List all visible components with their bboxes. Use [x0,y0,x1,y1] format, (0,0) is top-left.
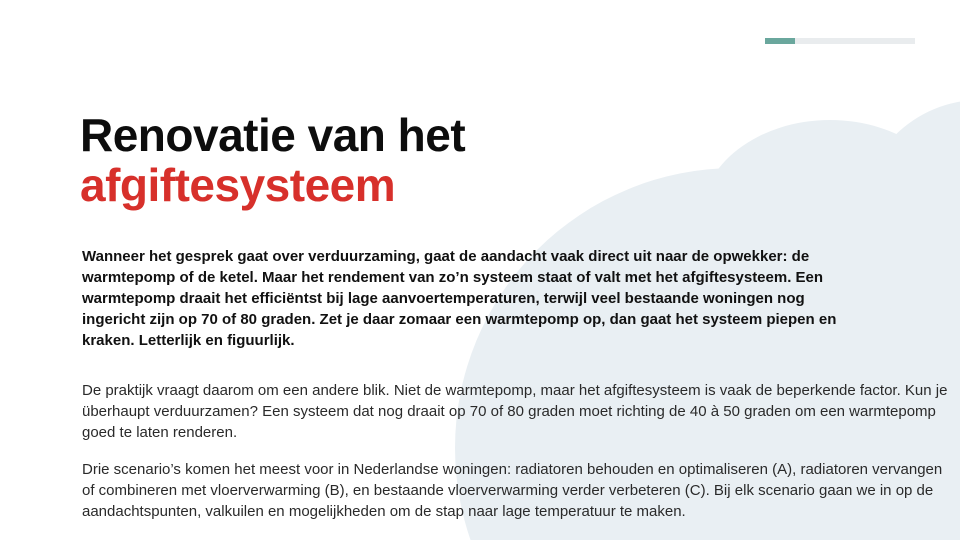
body-paragraph-1: De praktijk vraagt daarom om een andere blik. Niet de warmtepomp, maar het afgiftesysteem is vaak de beperkende factor. Kun je überhaupt verduurzamen? Een systeem dat nog draait op 70 of 80 graden moet richting de 40 à 50 graden om een warmtepomp goed te laten renderen. [82,382,948,441]
lead-line: Wanneer het gesprek gaat over verduurzaming, gaat de aandacht vaak direct uit naar de opwekker: de [82,248,810,265]
body-paragraph-2: Drie scenario’s komen het meest voor in Nederlandse woningen: radiatoren behouden en optimaliseren (A), radiatoren vervangen of combineren met vloerverwarming (B), en bestaande vloerverwarming verder verbeteren (C). Bij elk scenario gaan we in op de aandachtspunten, valkuilen en mogelijkheden om de stap naar lage temperatuur te maken. [82,461,943,520]
slide-progress-fill [765,38,795,44]
title-line-2: afgiftesysteem [80,159,396,211]
lead-line: warmtepomp draait het efficiëntst bij lage aanvoertemperaturen, terwijl veel bestaande woningen nog [82,290,805,307]
page-title [80,110,465,210]
slide-progress-bar [765,38,915,44]
lead-line: ingericht zijn op 70 of 80 graden. Zet je daar zomaar een warmtepomp op, dan gaat het systeem piepen en [82,311,837,328]
lead-paragraph [82,246,960,351]
title-line-1: Renovatie van het [80,109,466,161]
lead-line: kraken. Letterlijk en figuurlijk. [82,332,295,349]
lead-line: warmtepomp of de ketel. Maar het rendement van zo’n systeem staat of valt met het afgiftesysteem. Een [82,269,824,286]
